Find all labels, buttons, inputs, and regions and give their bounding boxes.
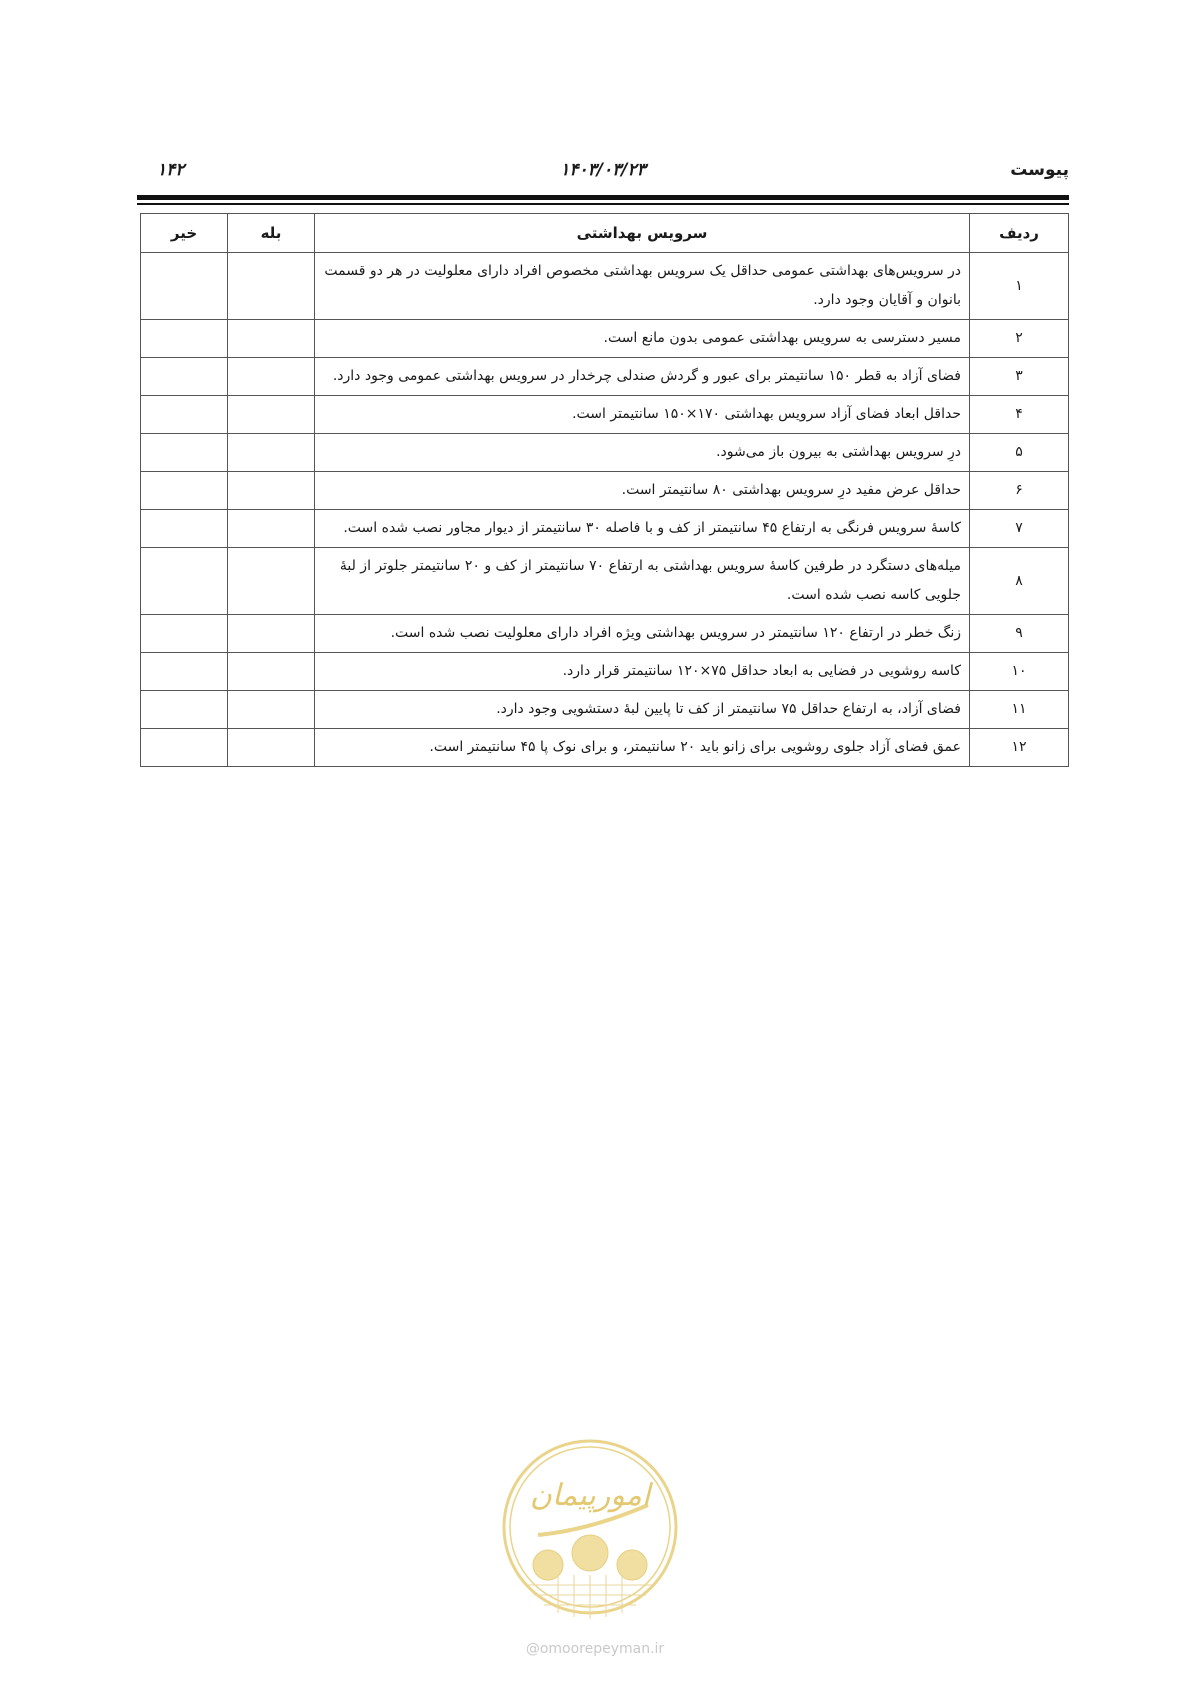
no-checkbox-cell[interactable] [141,691,228,729]
page-header [137,160,1069,186]
table-row [141,253,1069,320]
row-number: ۶ [970,472,1069,510]
table-row [141,434,1069,472]
watermark-logo [498,1435,682,1619]
yes-checkbox-cell[interactable] [228,396,315,434]
yes-checkbox-cell[interactable] [228,434,315,472]
table-row [141,396,1069,434]
row-number: ۳ [970,358,1069,396]
yes-checkbox-cell[interactable] [228,320,315,358]
row-number: ۱۱ [970,691,1069,729]
no-checkbox-cell[interactable] [141,548,228,615]
no-checkbox-cell[interactable] [141,396,228,434]
row-description: مسیر دسترسی به سرویس بهداشتی عمومی بدون مانع است. [315,320,970,358]
row-number: ۵ [970,434,1069,472]
yes-checkbox-cell[interactable] [228,653,315,691]
table-row [141,615,1069,653]
row-description: میله‌های دستگرد در طرفین کاسهٔ سرویس بهداشتی به ارتفاع ۷۰ سانتیمتر از کف و ۲۰ سانتیمتر جلوتر از لبهٔ جلویی کاسه نصب شده است. [315,548,970,615]
section-title: پیوست [1010,160,1069,180]
row-description: حداقل عرض مفید درِ سرویس بهداشتی ۸۰ سانتیمتر است. [315,472,970,510]
yes-checkbox-cell[interactable] [228,510,315,548]
row-number: ۱ [970,253,1069,320]
checklist-table [140,213,1069,767]
row-description: کاسهٔ سرویس فرنگی به ارتفاع ۴۵ سانتیمتر از کف و با فاصله ۳۰ سانتیمتر از دیوار مجاور نصب شده است. [315,510,970,548]
table-row [141,320,1069,358]
watermark-logo-text: امورپیمان [529,1478,651,1513]
row-number: ۱۲ [970,729,1069,767]
row-description: عمق فضای آزاد جلوی روشویی برای زانو باید ۲۰ سانتیمتر، و برای نوک پا ۴۵ سانتیمتر است. [315,729,970,767]
watermark-url: @omoorepeyman.ir [525,1641,665,1657]
table-row [141,691,1069,729]
row-description: درِ سرویس بهداشتی به بیرون باز می‌شود. [315,434,970,472]
yes-checkbox-cell[interactable] [228,729,315,767]
no-checkbox-cell[interactable] [141,472,228,510]
row-description: در سرویس‌های بهداشتی عمومی حداقل یک سرویس بهداشتی مخصوص افراد دارای معلولیت در هر دو قسمت بانوان و آقایان وجود دارد. [315,253,970,320]
column-header-yes: بله [228,214,315,253]
row-number: ۱۰ [970,653,1069,691]
table-row [141,472,1069,510]
yes-checkbox-cell[interactable] [228,253,315,320]
no-checkbox-cell[interactable] [141,510,228,548]
yes-checkbox-cell[interactable] [228,548,315,615]
no-checkbox-cell[interactable] [141,320,228,358]
yes-checkbox-cell[interactable] [228,691,315,729]
row-number: ۹ [970,615,1069,653]
yes-checkbox-cell[interactable] [228,472,315,510]
column-header-row-number: ردیف [970,214,1069,253]
row-description: کاسه روشویی در فضایی به ابعاد حداقل ۷۵×۱۲۰ سانتیمتر قرار دارد. [315,653,970,691]
no-checkbox-cell[interactable] [141,434,228,472]
no-checkbox-cell[interactable] [141,653,228,691]
row-number: ۷ [970,510,1069,548]
yes-checkbox-cell[interactable] [228,358,315,396]
header-rule-thin [137,203,1069,205]
no-checkbox-cell[interactable] [141,729,228,767]
row-description: حداقل ابعاد فضای آزاد سرویس بهداشتی ۱۷۰×۱۵۰ سانتیمتر است. [315,396,970,434]
row-description: زنگ خطر در ارتفاع ۱۲۰ سانتیمتر در سرویس بهداشتی ویژه افراد دارای معلولیت نصب شده است. [315,615,970,653]
row-description: فضای آزاد به قطر ۱۵۰ سانتیمتر برای عبور و گردش صندلی چرخدار در سرویس بهداشتی عمومی وجود دارد. [315,358,970,396]
row-number: ۸ [970,548,1069,615]
no-checkbox-cell[interactable] [141,615,228,653]
header-rule-thick [137,195,1069,200]
row-number: ۴ [970,396,1069,434]
yes-checkbox-cell[interactable] [228,615,315,653]
column-header-no: خیر [141,214,228,253]
row-description: فضای آزاد، به ارتفاع حداقل ۷۵ سانتیمتر از کف تا پایین لبهٔ دستشویی وجود دارد. [315,691,970,729]
table-row [141,729,1069,767]
column-header-item: سرویس بهداشتی [315,214,970,253]
page-number: ۱۴۲ [157,160,185,180]
document-date: ۱۴۰۳/۰۳/۲۳ [560,160,646,180]
table-row [141,358,1069,396]
no-checkbox-cell[interactable] [141,358,228,396]
no-checkbox-cell[interactable] [141,253,228,320]
table-row [141,548,1069,615]
table-row [141,653,1069,691]
row-number: ۲ [970,320,1069,358]
table-header-row [141,214,1069,253]
table-row [141,510,1069,548]
